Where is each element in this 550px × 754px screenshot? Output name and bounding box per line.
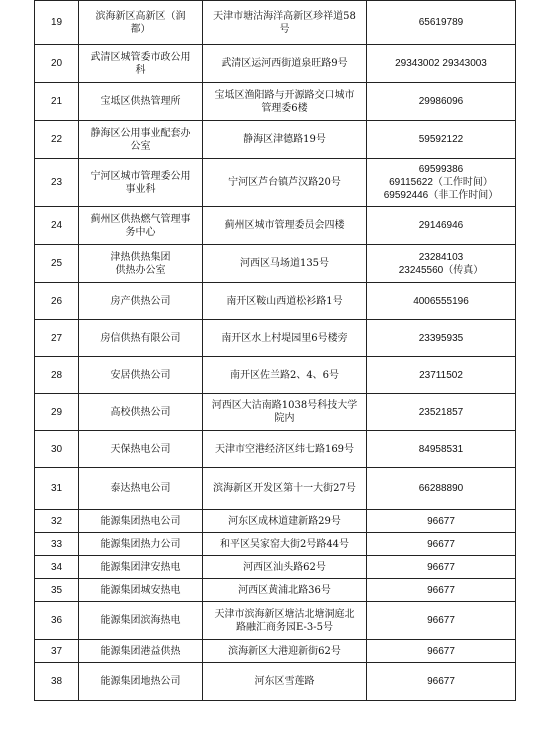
unit-name-cell <box>79 159 203 207</box>
address-text: 河西区大沽南路1038号科技大学 <box>211 400 358 411</box>
phone-cell <box>367 1 516 45</box>
address-text: 河东区雪莲路 <box>254 676 315 687</box>
unit-name-text: 科 <box>135 64 146 76</box>
phone-text: 96677 <box>427 615 455 626</box>
table-row <box>35 602 516 640</box>
table-row <box>35 283 516 320</box>
address-cell <box>203 579 367 602</box>
row-number-cell <box>35 602 79 640</box>
phone-cell <box>367 431 516 468</box>
address-text: 滨海新区开发区第十一大街27号 <box>213 483 356 494</box>
address-text: 武清区运河西街道泉旺路9号 <box>221 58 348 69</box>
unit-name-text: 宁河区城市管理委公用 <box>90 170 191 182</box>
address-text: 院内 <box>274 413 295 424</box>
address-text: 号 <box>279 23 290 35</box>
row-number-cell <box>35 579 79 602</box>
unit-name-text: 安居供热公司 <box>110 369 171 381</box>
row-number-text: 22 <box>50 134 63 145</box>
table-row <box>35 1 516 45</box>
row-number-text: 31 <box>50 483 63 494</box>
phone-cell <box>367 579 516 602</box>
unit-name-text: 武清区城管委市政公用 <box>90 51 191 63</box>
address-cell <box>203 283 367 320</box>
unit-name-text: 能源集团热力公司 <box>100 538 181 550</box>
table-body <box>35 1 516 701</box>
row-number-text: 34 <box>50 561 63 573</box>
row-number-text: 36 <box>50 615 63 626</box>
phone-text: 29986096 <box>418 96 464 107</box>
address-text: 路融汇商务园E-3-5号 <box>236 621 333 633</box>
phone-cell <box>367 663 516 701</box>
address-cell <box>203 159 367 207</box>
table-row <box>35 510 516 533</box>
phone-cell <box>367 207 516 245</box>
row-number-text: 23 <box>50 177 63 188</box>
row-number-cell <box>35 640 79 663</box>
unit-name-cell <box>79 468 203 510</box>
row-number-text: 35 <box>50 584 63 596</box>
unit-name-cell <box>79 320 203 357</box>
unit-name-cell <box>79 394 203 431</box>
phone-cell <box>367 159 516 207</box>
row-number-text: 28 <box>50 369 63 381</box>
address-text: 蓟州区城市管理委员会四楼 <box>224 220 345 231</box>
row-number-text: 33 <box>50 538 63 550</box>
unit-name-cell <box>79 510 203 533</box>
address-text: 宝坻区渔阳路与开源路交口城市 <box>214 89 355 101</box>
row-number-text: 25 <box>50 258 63 269</box>
unit-name-text: 泰达热电公司 <box>110 483 171 494</box>
heating-contact-table <box>34 0 516 701</box>
unit-name-text: 公室 <box>130 140 151 152</box>
phone-text: 23521857 <box>418 406 464 418</box>
phone-text: 96677 <box>427 584 455 596</box>
address-cell <box>203 394 367 431</box>
row-number-text: 21 <box>50 96 63 107</box>
unit-name-text: 静海区公用事业配套办 <box>90 127 191 139</box>
row-number-text: 38 <box>50 676 63 687</box>
address-text: 河西区马场道135号 <box>239 258 330 269</box>
table-row <box>35 431 516 468</box>
row-number-text: 29 <box>50 406 63 418</box>
row-number-cell <box>35 556 79 579</box>
phone-text: 23711502 <box>419 369 463 381</box>
phone-text: 96677 <box>427 676 455 687</box>
phone-cell <box>367 533 516 556</box>
phone-text: 23284103 <box>418 251 464 263</box>
address-text: 天津市空港经济区纬七路169号 <box>214 443 355 455</box>
address-text: 和平区吴家窑大街2号路44号 <box>219 538 350 550</box>
unit-name-text: 天保热电公司 <box>110 443 171 455</box>
unit-name-cell <box>79 45 203 83</box>
row-number-cell <box>35 45 79 83</box>
unit-name-text: 务中心 <box>125 226 156 238</box>
row-number-cell <box>35 320 79 357</box>
address-cell <box>203 45 367 83</box>
unit-name-cell <box>79 357 203 394</box>
row-number-text: 19 <box>50 17 63 28</box>
table-row <box>35 320 516 357</box>
table-row <box>35 394 516 431</box>
address-cell <box>203 602 367 640</box>
phone-text: 4006555196 <box>413 295 469 307</box>
phone-cell <box>367 357 516 394</box>
unit-name-cell <box>79 602 203 640</box>
address-text: 南开区鞍山西道松衫路1号 <box>226 295 343 307</box>
phone-cell <box>367 640 516 663</box>
phone-cell <box>367 121 516 159</box>
phone-text: 96677 <box>427 561 455 573</box>
address-cell <box>203 533 367 556</box>
unit-name-cell <box>79 83 203 121</box>
unit-name-cell <box>79 245 203 283</box>
unit-name-text: 能源集团滨海热电 <box>100 615 181 626</box>
phone-cell <box>367 468 516 510</box>
address-cell <box>203 121 367 159</box>
address-cell <box>203 431 367 468</box>
phone-text: 66288890 <box>418 483 464 494</box>
phone-text: 96677 <box>427 538 455 550</box>
address-text: 宁河区芦台镇芦汉路20号 <box>228 177 341 188</box>
address-text: 管理委6楼 <box>261 102 308 114</box>
row-number-cell <box>35 533 79 556</box>
address-text: 滨海新区大港迎新街62号 <box>228 645 341 657</box>
table-row <box>35 579 516 602</box>
unit-name-text: 都） <box>130 23 151 35</box>
address-text: 河西区汕头路62号 <box>243 561 326 573</box>
address-text: 天津市滨海新区塘沽北塘洞庭北 <box>214 608 355 620</box>
phone-cell <box>367 45 516 83</box>
unit-name-text: 能源集团地热公司 <box>100 676 181 687</box>
phone-cell <box>367 394 516 431</box>
unit-name-text: 能源集团城安热电 <box>100 584 181 596</box>
unit-name-cell <box>79 283 203 320</box>
phone-cell <box>367 510 516 533</box>
row-number-text: 27 <box>50 332 63 344</box>
phone-text: 29343002 29343003 <box>395 58 487 69</box>
unit-name-text: 供热办公室 <box>115 264 166 276</box>
address-cell <box>203 663 367 701</box>
row-number-cell <box>35 663 79 701</box>
unit-name-text: 房信供热有限公司 <box>100 332 181 344</box>
address-cell <box>203 357 367 394</box>
phone-text: 59592122 <box>418 134 464 145</box>
table-row <box>35 663 516 701</box>
row-number-cell <box>35 431 79 468</box>
unit-name-cell <box>79 1 203 45</box>
unit-name-text: 蓟州区供热燃气管理事 <box>90 213 191 225</box>
unit-name-text: 津热供热集团 <box>110 251 171 263</box>
unit-name-cell <box>79 533 203 556</box>
phone-text: 29146946 <box>418 220 464 231</box>
unit-name-text: 滨海新区高新区（润 <box>95 10 186 22</box>
phone-text: 23245560（传真） <box>398 264 484 276</box>
unit-name-text: 能源集团热电公司 <box>100 515 181 527</box>
table-row <box>35 207 516 245</box>
unit-name-text: 事业科 <box>125 183 156 195</box>
phone-text: 69592446（非工作时间） <box>383 190 499 201</box>
phone-cell <box>367 320 516 357</box>
address-text: 南开区佐兰路2、4、6号 <box>229 369 340 381</box>
row-number-text: 37 <box>50 645 63 657</box>
address-text: 南开区水上村堤园里6号楼旁 <box>221 332 348 344</box>
row-number-text: 20 <box>50 58 63 69</box>
row-number-text: 30 <box>50 443 63 455</box>
row-number-cell <box>35 245 79 283</box>
table-row <box>35 45 516 83</box>
address-text: 河东区成林道建新路29号 <box>228 515 341 527</box>
row-number-cell <box>35 357 79 394</box>
phone-cell <box>367 245 516 283</box>
address-cell <box>203 245 367 283</box>
phone-text: 96677 <box>427 515 455 527</box>
unit-name-text: 能源集团港益供热 <box>100 645 181 657</box>
phone-text: 96677 <box>427 645 455 657</box>
table-row <box>35 640 516 663</box>
address-cell <box>203 640 367 663</box>
phone-text: 84958531 <box>418 443 464 455</box>
unit-name-text: 宝坻区供热管理所 <box>100 96 181 107</box>
table-row <box>35 468 516 510</box>
row-number-cell <box>35 394 79 431</box>
phone-text: 65619789 <box>418 17 464 28</box>
table-row <box>35 245 516 283</box>
row-number-text: 26 <box>50 295 63 307</box>
unit-name-cell <box>79 640 203 663</box>
table-row <box>35 533 516 556</box>
address-cell <box>203 83 367 121</box>
unit-name-cell <box>79 121 203 159</box>
document-page <box>34 0 515 701</box>
phone-cell <box>367 283 516 320</box>
row-number-cell <box>35 510 79 533</box>
phone-text: 69599386 <box>418 164 464 175</box>
address-cell <box>203 510 367 533</box>
address-text: 天津市塘沽海洋高新区珍祥道58 <box>213 10 356 22</box>
unit-name-cell <box>79 207 203 245</box>
address-text: 静海区津德路19号 <box>243 134 326 145</box>
table-row <box>35 159 516 207</box>
row-number-cell <box>35 83 79 121</box>
phone-cell <box>367 602 516 640</box>
row-number-cell <box>35 283 79 320</box>
row-number-cell <box>35 121 79 159</box>
address-cell <box>203 468 367 510</box>
table-row <box>35 357 516 394</box>
phone-text: 23395935 <box>418 332 464 344</box>
row-number-cell <box>35 207 79 245</box>
table-row <box>35 556 516 579</box>
unit-name-text: 房产供热公司 <box>110 295 171 307</box>
row-number-text: 32 <box>50 515 63 527</box>
row-number-cell <box>35 1 79 45</box>
address-text: 河西区黄浦北路36号 <box>238 584 331 596</box>
row-number-cell <box>35 468 79 510</box>
row-number-cell <box>35 159 79 207</box>
phone-cell <box>367 83 516 121</box>
unit-name-cell <box>79 556 203 579</box>
table-row <box>35 121 516 159</box>
unit-name-text: 高校供热公司 <box>110 406 171 418</box>
address-cell <box>203 556 367 579</box>
address-cell <box>203 320 367 357</box>
phone-cell <box>367 556 516 579</box>
address-cell <box>203 207 367 245</box>
address-cell <box>203 1 367 45</box>
phone-text: 69115622（工作时间） <box>389 177 493 188</box>
unit-name-text: 能源集团津安热电 <box>100 561 181 573</box>
unit-name-cell <box>79 431 203 468</box>
unit-name-cell <box>79 663 203 701</box>
unit-name-cell <box>79 579 203 602</box>
row-number-text: 24 <box>50 220 63 231</box>
table-row <box>35 83 516 121</box>
